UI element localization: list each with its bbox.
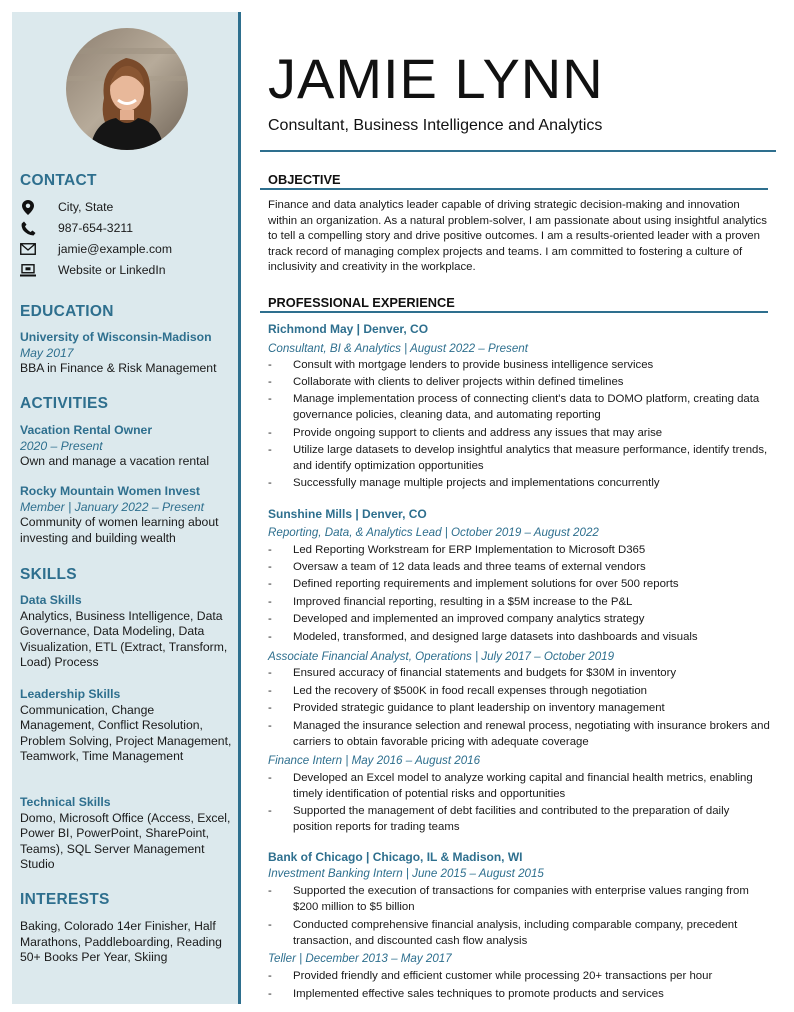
bullet-text: Managed the insurance selection and renewal process, negotiating with insurance brokers and carriers to obtain favorable pricing with adequate coverage [293, 720, 770, 748]
experience-rule [260, 311, 768, 313]
activity-meta: Member | January 2022 – Present [20, 499, 205, 514]
bullet-text: Provided friendly and efficient customer while processing 20+ transactions per hour [293, 970, 713, 982]
activity-desc: Own and manage a vacation rental [20, 454, 210, 469]
role-title: Teller | December 2013 – May 2017 [268, 952, 452, 965]
bullet-text: Utilize large datasets to develop insightful analytics that measure performance, identify trends, and identify optimization opportunities [293, 444, 768, 472]
skill-group-text: Communication, Change Management, Conflict Resolution, Problem Solving, Project Management, Teamwork, Time Management [20, 702, 232, 764]
skill-group [20, 795, 232, 873]
role-title: Investment Banking Intern | June 2015 – August 2015 [268, 867, 544, 880]
list-item [268, 560, 770, 576]
education-heading: EDUCATION [20, 303, 114, 320]
list-item [268, 684, 770, 700]
bullet-text: Modeled, transformed, and designed large datasets into dashboards and visuals [293, 631, 698, 643]
skill-group-title: Data Skills [20, 593, 82, 607]
bullet-dash: - [268, 444, 272, 456]
bullet-text: Provide ongoing support to clients and address any issues that may arise [293, 427, 663, 439]
list-item [268, 595, 770, 611]
bullet-dash: - [268, 885, 272, 897]
objective-rule [260, 188, 768, 190]
skill-group-title: Technical Skills [20, 795, 111, 809]
activity-desc: Community of women learning about investing and building wealth [20, 515, 219, 545]
bullet-dash: - [268, 578, 272, 590]
bullet-text: Successfully manage multiple projects and implementations concurrently [293, 477, 660, 489]
bullet-text: Manage implementation process of connecting client's data to DOMO platform, creating data governance policies, cleaning data, and automating reporting [293, 393, 760, 421]
bullet-text: Consult with mortgage lenders to provide business intelligence services [293, 359, 654, 371]
bullet-text: Supported the execution of transactions for companies with enterprise values ranging from $200 million to $5 billion [293, 885, 749, 913]
contact-website-text[interactable]: Website or LinkedIn [58, 263, 166, 277]
list-item [268, 804, 770, 835]
header-rule [260, 150, 776, 152]
bullet-dash: - [268, 919, 272, 931]
sidebar-divider [238, 12, 241, 1004]
bullet-dash: - [268, 477, 272, 489]
bullet-text: Led Reporting Workstream for ERP Implementation to Microsoft D365 [293, 544, 646, 556]
activity-title: Vacation Rental Owner [20, 423, 153, 437]
contact-phone [20, 220, 133, 236]
activities-heading: ACTIVITIES [20, 395, 109, 412]
education-block [20, 330, 232, 377]
bullet-dash: - [268, 427, 272, 439]
contact-website [20, 262, 166, 278]
bullet-dash: - [268, 561, 272, 573]
role-title: Finance Intern | May 2016 – August 2016 [268, 754, 481, 767]
education-date: May 2017 [20, 345, 74, 360]
skill-group-text: Domo, Microsoft Office (Access, Excel, Power BI, PowerPoint, SharePoint, Teams), SQL Server Management Studio [20, 810, 231, 872]
bullet-text: Provided strategic guidance to plant leadership on inventory management [293, 702, 665, 714]
company-name: Bank of Chicago | Chicago, IL & Madison, WI [268, 850, 523, 864]
list-item [268, 443, 770, 474]
contact-phone-text[interactable]: 987-654-3211 [58, 221, 133, 235]
role-title: Reporting, Data, & Analytics Lead | October 2019 – August 2022 [268, 526, 599, 539]
list-item [268, 918, 770, 949]
objective-text: Finance and data analytics leader capable of driving strategic decision-making and innovation within an organization. As a natural problem-solver, I am passionate about using insightful analytics to tell a compelling story and drive positive outcomes. I am a results-oriented leader with a proven track record of managing complex projects and teams. I am committed to fostering a culture of inclusivity and creativity in the workplace. [268, 199, 767, 274]
skill-group-text: Analytics, Business Intelligence, Data Governance, Data Modeling, Data Visualization, ETL (Extract, Transform, Load) Process [20, 608, 228, 670]
list-item [268, 884, 770, 915]
interests-heading: INTERESTS [20, 891, 110, 908]
role-title: Associate Financial Analyst, Operations | July 2017 – October 2019 [268, 650, 615, 663]
list-item [268, 969, 770, 985]
bullet-text: Defined reporting requirements and implement solutions for over 500 reports [293, 578, 679, 590]
candidate-title: Consultant, Business Intelligence and Analytics [268, 117, 603, 134]
list-item [268, 666, 770, 682]
list-item [268, 630, 770, 646]
bullet-text: Led the recovery of $500K in food recall expenses through negotiation [293, 685, 647, 697]
skills-heading: SKILLS [20, 566, 77, 583]
bullet-dash: - [268, 988, 272, 1000]
contact-heading: CONTACT [20, 172, 97, 189]
bullet-dash: - [268, 544, 272, 556]
bullet-dash: - [268, 970, 272, 982]
contact-location-text: City, State [58, 200, 114, 214]
contact-email [20, 241, 172, 257]
laptop-icon [20, 262, 36, 278]
bullet-dash: - [268, 393, 272, 405]
education-degree: BBA in Finance & Risk Management [20, 361, 217, 376]
profile-photo [66, 28, 188, 150]
bullet-text: Developed an Excel model to analyze working capital and financial health metrics, enabling timely identification of potential risks and opportunities [293, 772, 753, 800]
list-item [268, 392, 770, 423]
list-item [268, 577, 770, 593]
bullet-text: Supported the management of debt facilities and contributed to the preparation of daily position reports for trading teams [293, 805, 730, 833]
company-name: Sunshine Mills | Denver, CO [268, 507, 427, 521]
bullet-text: Implemented effective sales techniques to promote products and services [293, 988, 664, 1000]
skill-group [20, 593, 232, 671]
activity-item [20, 423, 232, 470]
bullet-dash: - [268, 596, 272, 608]
list-item [268, 612, 770, 628]
bullet-dash: - [268, 805, 272, 817]
bullet-dash: - [268, 359, 272, 371]
company-name: Richmond May | Denver, CO [268, 322, 429, 336]
bullet-text: Conducted comprehensive financial analysis, including comparable company, precedent transaction, and discounted cash flow analysis [293, 919, 738, 947]
bullet-dash: - [268, 667, 272, 679]
interests-text: Baking, Colorado 14er Finisher, Half Marathons, Paddleboarding, Reading 50+ Books Per Year, Skiing [20, 919, 222, 965]
activity-meta: 2020 – Present [20, 438, 103, 453]
contact-location [20, 199, 113, 215]
list-item [268, 771, 770, 802]
bullet-dash: - [268, 772, 272, 784]
bullet-text: Developed and implemented an improved company analytics strategy [293, 613, 645, 625]
bullet-dash: - [268, 376, 272, 388]
list-item [268, 987, 770, 1003]
list-item [268, 543, 770, 559]
list-item [268, 719, 770, 750]
list-item [268, 375, 770, 391]
bullet-dash: - [268, 631, 272, 643]
phone-icon [20, 220, 36, 236]
list-item [268, 476, 770, 492]
list-item [268, 701, 770, 717]
bullet-dash: - [268, 720, 272, 732]
activity-title: Rocky Mountain Women Invest [20, 484, 200, 498]
skill-group [20, 687, 232, 765]
list-item [268, 358, 770, 374]
bullet-dash: - [268, 613, 272, 625]
skill-group-title: Leadership Skills [20, 687, 121, 701]
bullet-text: Oversaw a team of 12 data leads and three teams of external vendors [293, 561, 646, 573]
role-title: Consultant, BI & Analytics | August 2022 – Present [268, 342, 528, 355]
bullet-text: Improved financial reporting, resulting in a $5M increase to the P&L [293, 596, 633, 608]
objective-heading: OBJECTIVE [268, 172, 341, 187]
list-item [268, 426, 770, 442]
envelope-icon [20, 241, 36, 257]
candidate-name: JAMIE LYNN [268, 47, 604, 110]
activity-item [20, 484, 232, 546]
bullet-text: Collaborate with clients to deliver projects within defined timelines [293, 376, 624, 388]
education-school: University of Wisconsin-Madison [20, 330, 212, 344]
bullet-dash: - [268, 685, 272, 697]
bullet-text: Ensured accuracy of financial statements and budgets for $30M in inventory [293, 667, 677, 679]
experience-heading: PROFESSIONAL EXPERIENCE [268, 295, 455, 310]
contact-email-text[interactable]: jamie@example.com [58, 242, 172, 256]
bullet-dash: - [268, 702, 272, 714]
map-pin-icon [20, 199, 36, 215]
